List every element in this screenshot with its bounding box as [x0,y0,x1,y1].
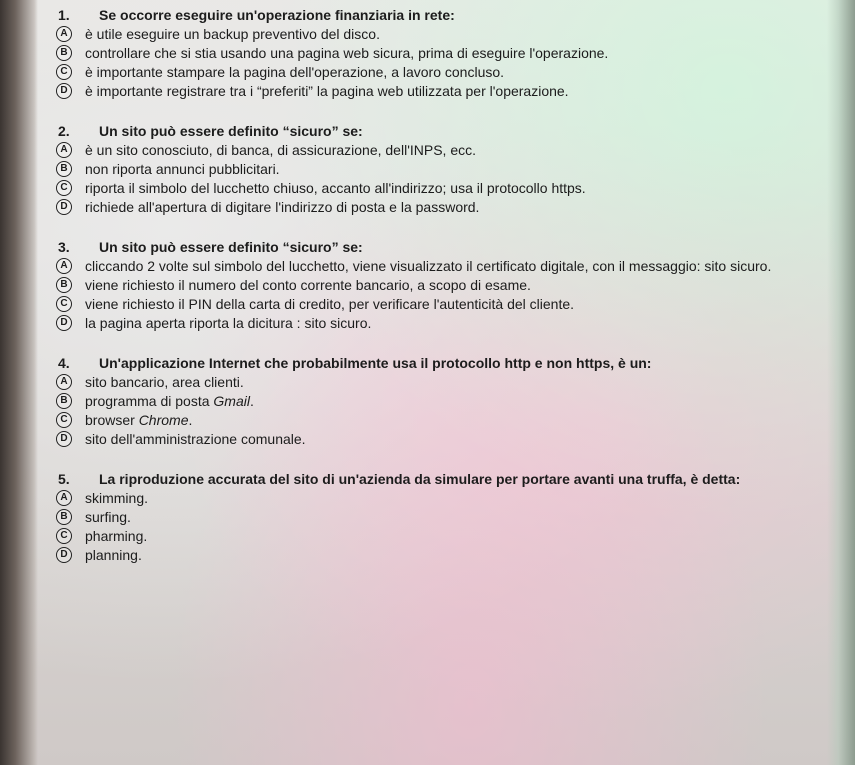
option-c [52,179,832,198]
option-text: pharming. [85,528,148,544]
option-text: è importante stampare la pagina dell'operazione, a lavoro concluso. [85,64,505,80]
option-letter-badge: A [56,258,72,274]
option-text-suffix: . [249,393,254,409]
option-letter-badge: D [56,431,72,447]
option-text: la pagina aperta riporta la dicitura : sito sicuro. [85,315,372,331]
option-b [52,508,832,527]
option-text: controllare che si stia usando una pagina web sicura, prima di eseguire l'operazione. [85,45,609,61]
option-letter-badge: D [56,315,72,331]
option-letter-badge: D [56,199,72,215]
option-letter-badge: B [56,161,72,177]
option-text: richiede all'apertura di digitare l'indirizzo di posta e la password. [85,199,480,215]
option-text: surfing. [85,509,131,525]
option-d [52,198,832,217]
question-1 [52,6,832,101]
option-letter-badge: C [56,296,72,312]
option-letter-badge: C [56,180,72,196]
question-number: 4. [58,355,70,371]
option-text: cliccando 2 volte sul simbolo del lucchetto, viene visualizzato il certificato digitale, con il messaggio: sito sicuro. [85,258,772,274]
question-3 [52,238,832,333]
option-text [85,411,832,430]
option-a [52,489,832,508]
option-letter-badge: B [56,277,72,293]
option-b [52,160,832,179]
question-text: Un sito può essere definito “sicuro” se: [99,239,363,255]
option-letter-badge: A [56,374,72,390]
option-d [52,82,832,101]
question-header [52,238,832,257]
option-a [52,141,832,160]
option-letter-badge: D [56,547,72,563]
question-text: Se occorre eseguire un'operazione finanziaria in rete: [99,7,455,23]
option-text-suffix: . [188,412,193,428]
option-letter-badge: C [56,412,72,428]
question-2 [52,122,832,217]
option-a [52,257,832,276]
option-text-plain: programma di posta [85,393,214,409]
option-letter-badge: D [56,83,72,99]
option-a [52,373,832,392]
option-d [52,546,832,565]
option-text: planning. [85,547,142,563]
question-number: 5. [58,471,70,487]
option-letter-badge: B [56,509,72,525]
option-b [52,44,832,63]
option-c [52,63,832,82]
option-d [52,430,832,449]
option-letter-badge: A [56,142,72,158]
question-4 [52,354,832,449]
option-letter-badge: B [56,393,72,409]
option-b [52,276,832,295]
question-5 [52,470,832,565]
option-text: sito dell'amministrazione comunale. [85,431,306,447]
question-header [52,6,832,25]
option-letter-badge: A [56,490,72,506]
option-text-italic: Gmail [213,393,250,409]
option-text: sito bancario, area clienti. [85,374,244,390]
option-text: è utile eseguire un backup preventivo del disco. [85,26,380,42]
question-text: Un'applicazione Internet che probabilmente usa il protocollo http e non https, è un: [99,355,652,371]
option-text: riporta il simbolo del lucchetto chiuso, accanto all'indirizzo; usa il protocollo https. [85,180,586,196]
option-text [85,392,832,411]
option-c [52,527,832,546]
option-letter-badge: C [56,528,72,544]
option-c [52,411,832,430]
option-text-plain: browser [85,412,139,428]
question-header [52,122,832,141]
option-letter-badge: B [56,45,72,61]
option-text: non riporta annunci pubblicitari. [85,161,280,177]
question-header [52,354,832,373]
page-left-shadow [0,0,38,765]
option-d [52,314,832,333]
option-text: è un sito conosciuto, di banca, di assicurazione, dell'INPS, ecc. [85,142,476,158]
option-a [52,25,832,44]
option-text: skimming. [85,490,149,506]
question-number: 3. [58,239,70,255]
question-header [52,470,832,489]
option-text: viene richiesto il numero del conto corrente bancario, a scopo di esame. [85,277,531,293]
option-c [52,295,832,314]
option-text: è importante registrare tra i “preferiti” la pagina web utilizzata per l'operazione. [85,83,569,99]
option-letter-badge: A [56,26,72,42]
question-text: La riproduzione accurata del sito di un'azienda da simulare per portare avanti una truffa, è detta: [99,471,741,487]
question-number: 2. [58,123,70,139]
option-b [52,392,832,411]
question-text: Un sito può essere definito “sicuro” se: [99,123,363,139]
question-number: 1. [58,7,70,23]
quiz-sheet [52,6,832,586]
option-text: viene richiesto il PIN della carta di credito, per verificare l'autenticità del cliente. [85,296,575,312]
option-letter-badge: C [56,64,72,80]
option-text-italic: Chrome [138,412,189,428]
